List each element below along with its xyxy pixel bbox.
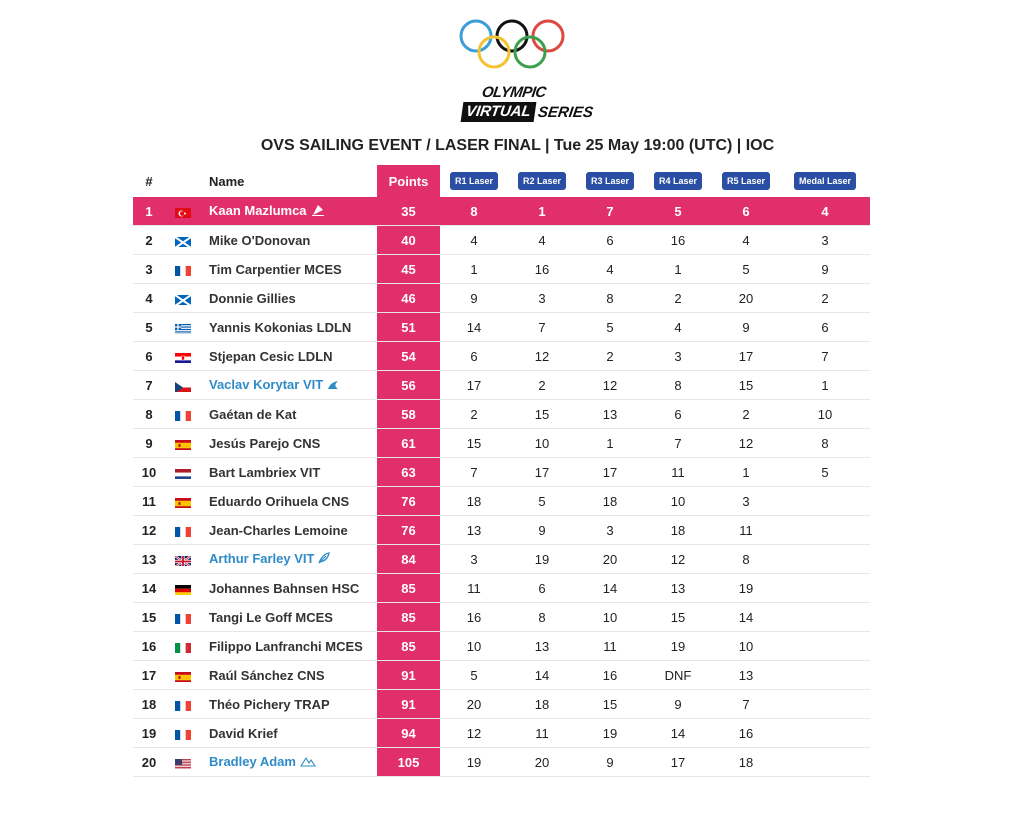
flag-cell (165, 371, 201, 400)
name-cell (201, 255, 377, 284)
race-result-cell: 4 (644, 313, 712, 342)
race-result-cell: 3 (644, 342, 712, 371)
race-result-cell: 3 (780, 226, 870, 255)
points-cell: 84 (377, 545, 440, 574)
race-result-cell: 20 (508, 748, 576, 777)
flag-cell (165, 197, 201, 226)
race-result-cell: 12 (440, 719, 508, 748)
points-cell: 85 (377, 574, 440, 603)
table-row (133, 690, 870, 719)
race-result-cell: 3 (508, 284, 576, 313)
table-row-leader (133, 197, 870, 226)
race-result-cell: 4 (712, 226, 780, 255)
sailor-name: Jesús Parejo CNS (209, 435, 321, 451)
points-cell: 76 (377, 487, 440, 516)
race-result-cell (780, 574, 870, 603)
race-result-cell: 13 (644, 574, 712, 603)
race-result-cell: 14 (440, 313, 508, 342)
brand-line-olympic: OLYMPIC (480, 84, 547, 101)
table-row (133, 603, 870, 632)
race-result-cell: 14 (712, 603, 780, 632)
flag-cell (165, 574, 201, 603)
flag-cell (165, 516, 201, 545)
race-result-cell (780, 632, 870, 661)
scotland-flag (175, 294, 191, 305)
race-result-cell: 5 (508, 487, 576, 516)
flag-cell (165, 545, 201, 574)
race-result-cell: 2 (508, 371, 576, 400)
race-result-cell: 2 (440, 400, 508, 429)
race-result-cell: 5 (576, 313, 644, 342)
wave-icon (327, 378, 339, 393)
race-badge: R4 Laser (654, 172, 702, 190)
race-badge: R1 Laser (450, 172, 498, 190)
race-result-cell: 15 (440, 429, 508, 458)
rank-cell: 4 (133, 284, 165, 313)
netherlands-flag (175, 468, 191, 479)
race-result-cell: 13 (508, 632, 576, 661)
name-cell (201, 574, 377, 603)
race-result-cell: 3 (440, 545, 508, 574)
sailor-name: Mike O'Donovan (209, 232, 311, 248)
race-result-cell: 9 (440, 284, 508, 313)
brand-line-series: SERIES (536, 103, 594, 121)
race-result-cell: 13 (440, 516, 508, 545)
race-result-cell: 18 (440, 487, 508, 516)
race-result-cell: 10 (440, 632, 508, 661)
race-result-cell: 9 (712, 313, 780, 342)
race-result-cell: 11 (440, 574, 508, 603)
flag-cell (165, 748, 201, 777)
table-row (133, 545, 870, 574)
flag-cell (165, 632, 201, 661)
race-result-cell: 3 (576, 516, 644, 545)
race-result-cell (780, 748, 870, 777)
spain-flag (175, 497, 191, 508)
race-result-cell: 7 (576, 197, 644, 226)
race-result-cell: 5 (712, 255, 780, 284)
name-cell (201, 400, 377, 429)
race-result-cell: 4 (508, 226, 576, 255)
mountain-icon (300, 755, 316, 770)
race-result-cell: 7 (644, 429, 712, 458)
flag-header (165, 165, 201, 197)
scotland-flag (175, 236, 191, 247)
sailor-name-link[interactable]: Vaclav Korytar VIT (209, 376, 324, 392)
race-result-cell: 8 (644, 371, 712, 400)
table-row (133, 313, 870, 342)
table-row (133, 574, 870, 603)
sailor-name: Raúl Sánchez CNS (209, 667, 325, 683)
flag-cell (165, 342, 201, 371)
sailor-name: Donnie Gillies (209, 290, 296, 306)
race-result-cell: 6 (576, 226, 644, 255)
flag-cell (165, 661, 201, 690)
sailor-name: Bart Lambriex VIT (209, 464, 321, 480)
name-cell (201, 690, 377, 719)
race-result-cell: 2 (644, 284, 712, 313)
race-result-cell: 10 (508, 429, 576, 458)
race-result-cell: 17 (440, 371, 508, 400)
race-result-cell: 5 (780, 458, 870, 487)
race-result-cell: 19 (644, 632, 712, 661)
name-cell[interactable] (201, 748, 377, 777)
france-flag (175, 526, 191, 537)
name-cell (201, 719, 377, 748)
race-result-cell (780, 516, 870, 545)
race-result-cell: 9 (576, 748, 644, 777)
flag-cell (165, 429, 201, 458)
name-cell (201, 342, 377, 371)
table-row (133, 226, 870, 255)
czech-flag (175, 381, 191, 392)
race-result-cell: 9 (780, 255, 870, 284)
table-row (133, 255, 870, 284)
race-result-cell: 10 (712, 632, 780, 661)
flag-cell (165, 458, 201, 487)
race-result-cell: 5 (644, 197, 712, 226)
race-badge: R5 Laser (722, 172, 770, 190)
race-result-cell (780, 545, 870, 574)
race-result-cell: 8 (508, 603, 576, 632)
race-result-cell: 19 (508, 545, 576, 574)
sailor-name: Kaan Mazlumca (209, 202, 307, 218)
race-result-cell: 16 (576, 661, 644, 690)
race-result-cell: 18 (712, 748, 780, 777)
race-result-cell: 1 (440, 255, 508, 284)
points-cell: 58 (377, 400, 440, 429)
name-cell (201, 429, 377, 458)
race-result-cell: 2 (780, 284, 870, 313)
flag-cell (165, 690, 201, 719)
points-cell: 54 (377, 342, 440, 371)
sailor-name: Yannis Kokonias LDLN (209, 319, 352, 335)
race-result-cell: 14 (576, 574, 644, 603)
race-result-cell: 4 (440, 226, 508, 255)
flag-cell (165, 284, 201, 313)
rank-cell: 10 (133, 458, 165, 487)
race-result-cell: 12 (508, 342, 576, 371)
rank-cell: 16 (133, 632, 165, 661)
race-result-cell: 16 (508, 255, 576, 284)
race-result-cell: 12 (712, 429, 780, 458)
france-flag (175, 613, 191, 624)
germany-flag (175, 584, 191, 595)
france-flag (175, 700, 191, 711)
points-cell: 63 (377, 458, 440, 487)
rank-cell: 13 (133, 545, 165, 574)
table-row (133, 458, 870, 487)
name-cell[interactable] (201, 545, 377, 574)
race-result-cell: 11 (644, 458, 712, 487)
sailor-name: Filippo Lanfranchi MCES (209, 638, 363, 654)
points-cell: 85 (377, 603, 440, 632)
rank-cell: 14 (133, 574, 165, 603)
race-result-cell: 9 (644, 690, 712, 719)
points-cell: 76 (377, 516, 440, 545)
rank-cell: 7 (133, 371, 165, 400)
race-result-cell: 6 (644, 400, 712, 429)
race-result-cell: 7 (508, 313, 576, 342)
table-row (133, 284, 870, 313)
brand-wordmark (462, 84, 594, 128)
race-result-cell: 8 (576, 284, 644, 313)
name-cell (201, 603, 377, 632)
race-result-cell: 1 (780, 371, 870, 400)
uk-flag (175, 555, 191, 566)
race-result-cell: 16 (644, 226, 712, 255)
points-cell: 105 (377, 748, 440, 777)
race-result-cell: 1 (508, 197, 576, 226)
race-header-r5 (712, 165, 780, 197)
race-result-cell: 3 (712, 487, 780, 516)
results-table (133, 165, 870, 777)
points-cell: 94 (377, 719, 440, 748)
sailor-name: Eduardo Orihuela CNS (209, 493, 350, 509)
rank-header: # (145, 173, 153, 189)
france-flag (175, 729, 191, 740)
feather-icon (318, 552, 330, 567)
name-cell (201, 226, 377, 255)
table-row (133, 719, 870, 748)
name-cell (201, 458, 377, 487)
race-result-cell: 17 (576, 458, 644, 487)
sailor-name: Tangi Le Goff MCES (209, 609, 333, 625)
race-result-cell: 11 (508, 719, 576, 748)
rank-cell: 2 (133, 226, 165, 255)
race-result-cell: 16 (440, 603, 508, 632)
rank-cell: 19 (133, 719, 165, 748)
race-result-cell: 12 (644, 545, 712, 574)
race-result-cell: 11 (576, 632, 644, 661)
name-header: Name (209, 173, 245, 189)
sailor-name: Tim Carpentier MCES (209, 261, 342, 277)
race-result-cell: 6 (780, 313, 870, 342)
flag-cell (165, 255, 201, 284)
sailor-name: Théo Pichery TRAP (209, 696, 330, 712)
flag-cell (165, 603, 201, 632)
race-result-cell: 1 (576, 429, 644, 458)
italy-flag (175, 642, 191, 653)
race-badge: R2 Laser (518, 172, 566, 190)
race-result-cell: 13 (576, 400, 644, 429)
windsurf-icon (311, 204, 325, 219)
race-result-cell: 5 (440, 661, 508, 690)
croatia-flag (175, 352, 191, 363)
flag-cell (165, 313, 201, 342)
points-header: Points (377, 165, 440, 197)
race-result-cell: 16 (712, 719, 780, 748)
race-result-cell: 20 (440, 690, 508, 719)
rank-cell: 8 (133, 400, 165, 429)
race-result-cell: 7 (780, 342, 870, 371)
table-row (133, 632, 870, 661)
flag-cell (165, 400, 201, 429)
rank-cell: 1 (133, 197, 165, 226)
name-cell (201, 632, 377, 661)
race-result-cell: 2 (576, 342, 644, 371)
race-header-r2 (508, 165, 576, 197)
race-result-cell: 15 (644, 603, 712, 632)
race-result-cell: 6 (440, 342, 508, 371)
greece-flag (175, 323, 191, 334)
rank-cell: 11 (133, 487, 165, 516)
flag-cell (165, 487, 201, 516)
race-header-r4 (644, 165, 712, 197)
race-result-cell: 11 (712, 516, 780, 545)
race-result-cell: 1 (644, 255, 712, 284)
race-result-cell: 7 (440, 458, 508, 487)
olympic-virtual-series-logo (0, 8, 1035, 120)
points-cell: 45 (377, 255, 440, 284)
table-row (133, 516, 870, 545)
points-cell: 61 (377, 429, 440, 458)
points-cell: 40 (377, 226, 440, 255)
race-result-cell: 19 (440, 748, 508, 777)
usa-flag (175, 758, 191, 769)
name-cell (201, 197, 377, 226)
race-result-cell: 19 (576, 719, 644, 748)
name-cell[interactable] (201, 371, 377, 400)
points-cell: 91 (377, 661, 440, 690)
race-result-cell: 4 (576, 255, 644, 284)
race-header-r3 (576, 165, 644, 197)
race-result-cell: 14 (644, 719, 712, 748)
race-result-cell: 10 (576, 603, 644, 632)
table-row (133, 400, 870, 429)
table-row (133, 748, 870, 777)
race-result-cell: 18 (508, 690, 576, 719)
race-result-cell: 15 (508, 400, 576, 429)
points-cell: 85 (377, 632, 440, 661)
race-result-cell: 6 (508, 574, 576, 603)
table-row (133, 371, 870, 400)
spain-flag (175, 439, 191, 450)
points-cell: 91 (377, 690, 440, 719)
race-result-cell (780, 690, 870, 719)
race-badge: Medal Laser (794, 172, 856, 190)
table-row (133, 487, 870, 516)
flag-cell (165, 719, 201, 748)
points-cell: 35 (377, 197, 440, 226)
rank-cell: 20 (133, 748, 165, 777)
race-result-cell (780, 487, 870, 516)
points-cell: 46 (377, 284, 440, 313)
france-flag (175, 265, 191, 276)
points-cell: 56 (377, 371, 440, 400)
race-result-cell (780, 661, 870, 690)
race-result-cell (780, 719, 870, 748)
olympic-rings-icon (458, 18, 566, 72)
race-result-cell: 18 (576, 487, 644, 516)
name-cell (201, 516, 377, 545)
brand-line-virtual: VIRTUAL (461, 102, 537, 122)
race-result-cell: 20 (576, 545, 644, 574)
rank-cell: 18 (133, 690, 165, 719)
sailor-name: Johannes Bahnsen HSC (209, 580, 360, 596)
race-header-medal (780, 165, 870, 197)
race-result-cell: 20 (712, 284, 780, 313)
flag-cell (165, 226, 201, 255)
table-row (133, 342, 870, 371)
race-result-cell: 1 (712, 458, 780, 487)
race-result-cell: 10 (644, 487, 712, 516)
race-result-cell: 17 (712, 342, 780, 371)
sailor-name: Jean-Charles Lemoine (209, 522, 348, 538)
sailor-name: Gaétan de Kat (209, 406, 297, 422)
name-cell (201, 661, 377, 690)
points-cell: 51 (377, 313, 440, 342)
name-cell (201, 284, 377, 313)
race-result-cell: 13 (712, 661, 780, 690)
race-result-cell: 12 (576, 371, 644, 400)
race-result-cell: 17 (644, 748, 712, 777)
table-header-row (133, 165, 870, 197)
race-result-cell: 8 (712, 545, 780, 574)
name-cell (201, 313, 377, 342)
race-result-cell: DNF (644, 661, 712, 690)
race-result-cell: 14 (508, 661, 576, 690)
race-result-cell: 4 (780, 197, 870, 226)
rank-cell: 5 (133, 313, 165, 342)
table-row (133, 429, 870, 458)
rank-cell: 12 (133, 516, 165, 545)
race-result-cell: 6 (712, 197, 780, 226)
race-result-cell (780, 603, 870, 632)
rank-cell: 9 (133, 429, 165, 458)
race-result-cell: 2 (712, 400, 780, 429)
sailor-name-link[interactable]: Bradley Adam (209, 753, 296, 769)
race-result-cell: 15 (712, 371, 780, 400)
name-cell (201, 487, 377, 516)
page-title: OVS SAILING EVENT / LASER FINAL | Tue 25 May 19:00 (UTC) | IOC (260, 137, 775, 154)
race-result-cell: 18 (644, 516, 712, 545)
race-result-cell: 10 (780, 400, 870, 429)
race-result-cell: 19 (712, 574, 780, 603)
sailor-name-link[interactable]: Arthur Farley VIT (209, 550, 315, 566)
race-badge: R3 Laser (586, 172, 634, 190)
sailor-name: David Krief (209, 725, 278, 741)
rank-cell: 6 (133, 342, 165, 371)
race-result-cell: 9 (508, 516, 576, 545)
turkey-flag (175, 207, 191, 218)
rank-cell: 3 (133, 255, 165, 284)
sailor-name: Stjepan Cesic LDLN (209, 348, 333, 364)
france-flag (175, 410, 191, 421)
rank-cell: 15 (133, 603, 165, 632)
race-result-cell: 8 (440, 197, 508, 226)
race-header-r1 (440, 165, 508, 197)
spain-flag (175, 671, 191, 682)
race-result-cell: 7 (712, 690, 780, 719)
rank-cell: 17 (133, 661, 165, 690)
race-result-cell: 17 (508, 458, 576, 487)
race-result-cell: 8 (780, 429, 870, 458)
race-result-cell: 15 (576, 690, 644, 719)
table-row (133, 661, 870, 690)
